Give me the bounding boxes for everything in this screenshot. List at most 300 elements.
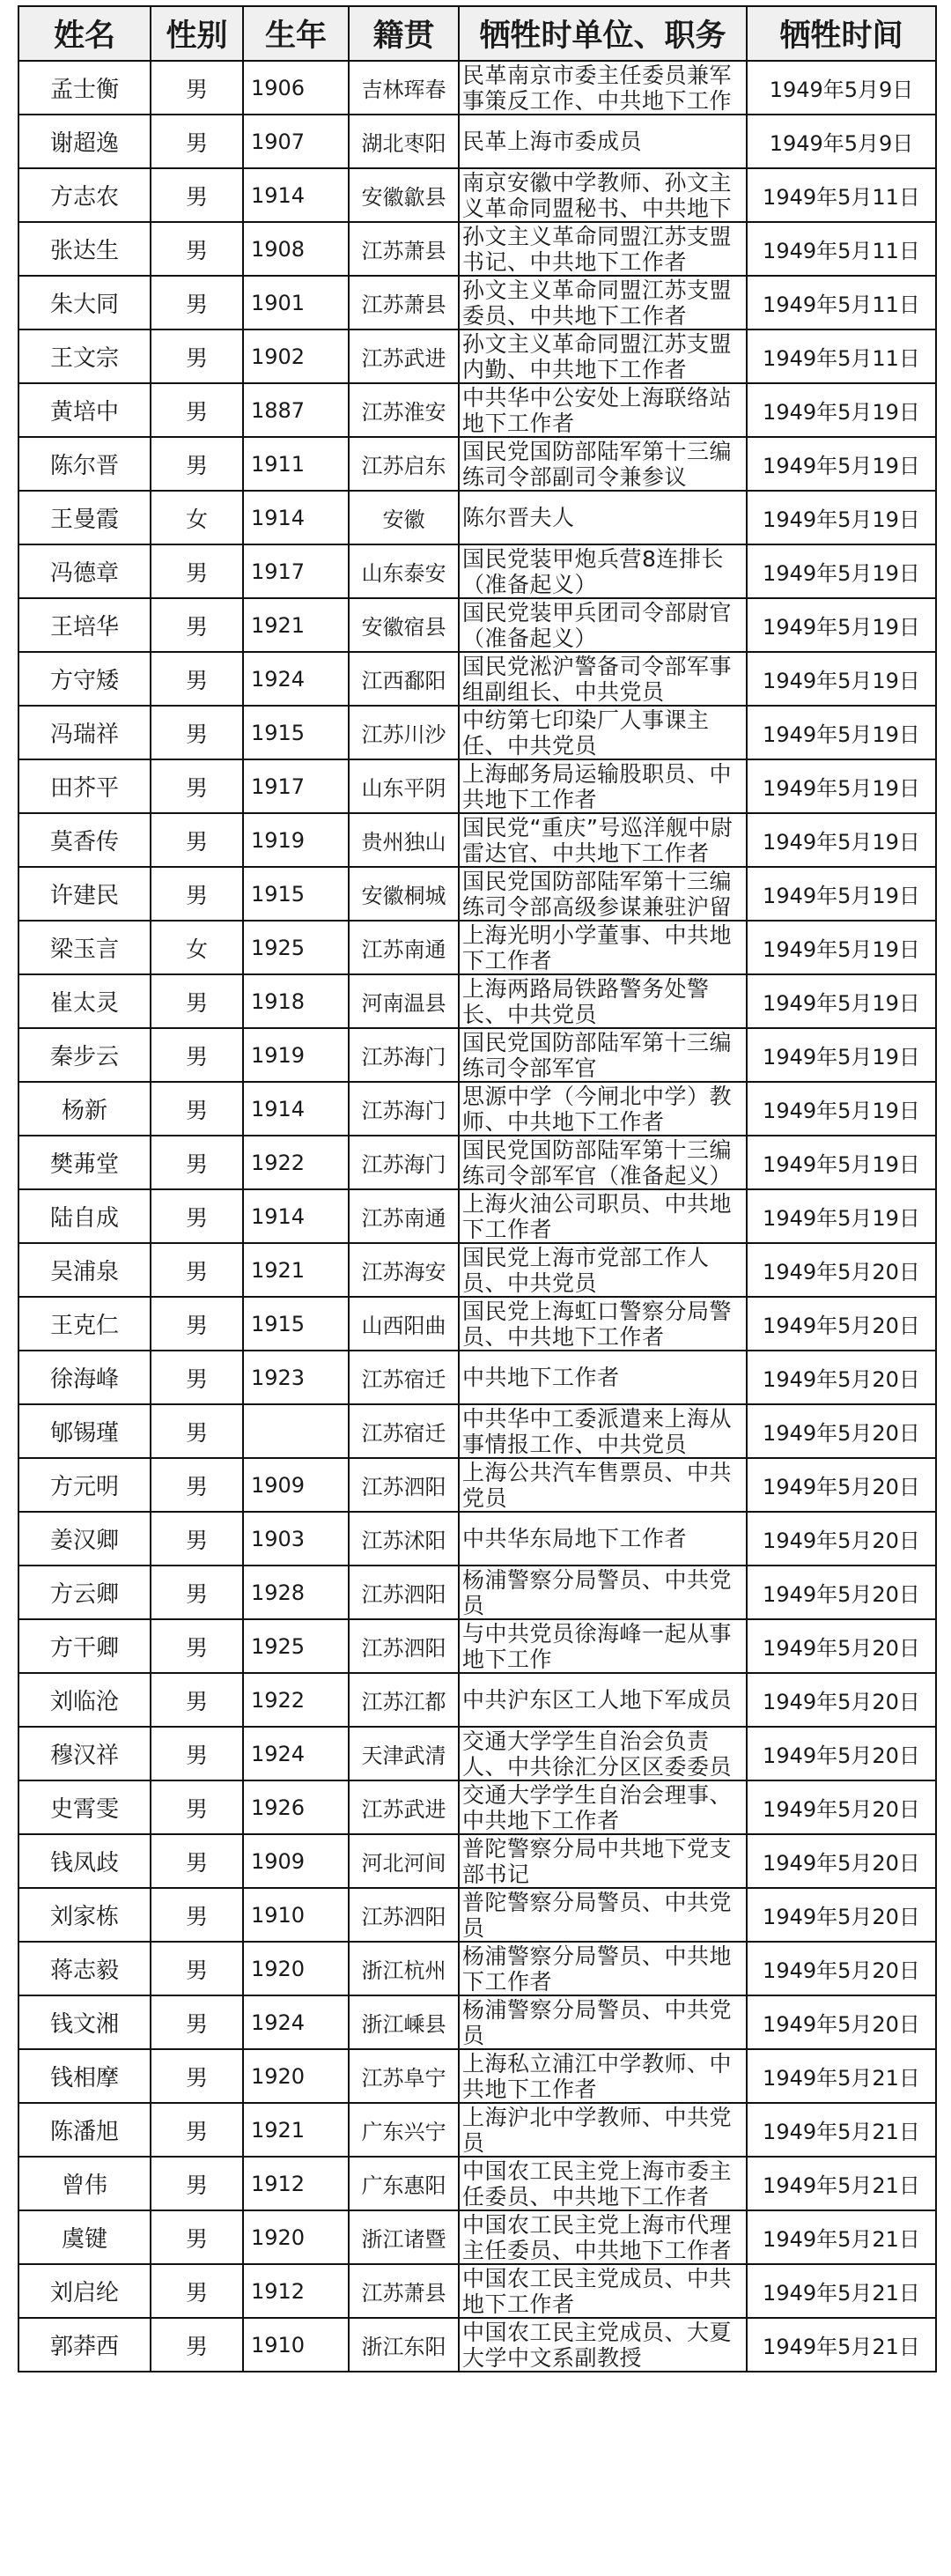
post-text: 中国农工民主党上海市委主任委员、中共地下工作者 xyxy=(462,2158,733,2210)
table-row xyxy=(18,61,936,115)
cell-origin: 浙江杭州 xyxy=(349,1942,459,1995)
cell-sex: 男 xyxy=(151,2157,243,2210)
cell-sex: 男 xyxy=(151,222,243,276)
cell-year: 1917 xyxy=(243,759,349,813)
cell-origin: 江苏海安 xyxy=(349,1243,459,1297)
cell-year: 1922 xyxy=(243,1673,349,1727)
cell-origin: 江苏宿迁 xyxy=(349,1351,459,1404)
cell-origin: 江苏萧县 xyxy=(349,2264,459,2318)
cell-date: 1949年5月9日 xyxy=(747,61,936,115)
cell-date: 1949年5月11日 xyxy=(747,168,936,222)
cell-origin: 安徽宿县 xyxy=(349,598,459,652)
post-text: 思源中学（今闸北中学）教师、中共地下工作者 xyxy=(462,1083,733,1135)
cell-name: 刘家栋 xyxy=(18,1888,151,1942)
table-row xyxy=(18,974,936,1028)
cell-origin: 天津武清 xyxy=(349,1727,459,1780)
cell-post xyxy=(459,1512,747,1566)
table-row xyxy=(18,1727,936,1780)
cell-date: 1949年5月20日 xyxy=(747,1888,936,1942)
cell-post xyxy=(459,974,747,1028)
post-text: 上海公共汽车售票员、中共党员 xyxy=(462,1459,733,1511)
post-text: 上海光明小学董事、中共地下工作者 xyxy=(462,922,733,973)
post-text: 中共沪东区工人地下军成员 xyxy=(462,1686,733,1713)
cell-origin: 江苏萧县 xyxy=(349,276,459,329)
cell-name: 方元明 xyxy=(18,1458,151,1512)
table-row xyxy=(18,1942,936,1995)
table-header xyxy=(18,6,936,61)
cell-year: 1907 xyxy=(243,115,349,168)
cell-name: 方守矮 xyxy=(18,652,151,706)
table-row xyxy=(18,1136,936,1189)
cell-year: 1922 xyxy=(243,1136,349,1189)
cell-name: 陈尔晋 xyxy=(18,437,151,491)
table-row xyxy=(18,1673,936,1727)
cell-name: 冯瑞祥 xyxy=(18,706,151,759)
cell-date: 1949年5月19日 xyxy=(747,437,936,491)
cell-sex: 男 xyxy=(151,1512,243,1566)
cell-name: 吴浦泉 xyxy=(18,1243,151,1297)
cell-date: 1949年5月21日 xyxy=(747,2264,936,2318)
post-text: 南京安徽中学教师、孙文主义革命同盟秘书、中共地下 xyxy=(462,169,733,221)
table-row xyxy=(18,1243,936,1297)
cell-origin: 浙江嵊县 xyxy=(349,1995,459,2049)
cell-post xyxy=(459,1942,747,1995)
header-post: 牺牲时单位、职务 xyxy=(459,6,747,61)
post-text: 国民党国防部陆军第十三编练司令部高级参谋兼驻沪留 xyxy=(462,868,733,920)
post-text: 国民党国防部陆军第十三编练司令部军官 xyxy=(462,1029,733,1081)
cell-year: 1915 xyxy=(243,706,349,759)
cell-origin: 河北河间 xyxy=(349,1834,459,1888)
cell-name: 蒋志毅 xyxy=(18,1942,151,1995)
cell-sex: 男 xyxy=(151,1404,243,1458)
cell-origin: 江苏泗阳 xyxy=(349,1619,459,1673)
cell-year: 1926 xyxy=(243,1780,349,1834)
cell-post xyxy=(459,437,747,491)
table-row xyxy=(18,759,936,813)
post-text: 杨浦警察分局警员、中共党员 xyxy=(462,1566,733,1618)
table-row xyxy=(18,437,936,491)
cell-year: 1919 xyxy=(243,813,349,867)
cell-name: 刘临沧 xyxy=(18,1673,151,1727)
post-text: 国民党国防部陆军第十三编练司令部军官（准备起义） xyxy=(462,1136,733,1188)
cell-year: 1919 xyxy=(243,1028,349,1082)
cell-name: 王文宗 xyxy=(18,329,151,383)
cell-origin: 河南温县 xyxy=(349,974,459,1028)
table-row xyxy=(18,168,936,222)
cell-post xyxy=(459,383,747,437)
cell-date: 1949年5月19日 xyxy=(747,1082,936,1136)
cell-date: 1949年5月20日 xyxy=(747,1780,936,1834)
cell-sex: 男 xyxy=(151,652,243,706)
table-row xyxy=(18,383,936,437)
cell-year: 1915 xyxy=(243,1297,349,1351)
cell-name: 樊茀堂 xyxy=(18,1136,151,1189)
cell-sex: 男 xyxy=(151,1243,243,1297)
cell-sex: 男 xyxy=(151,974,243,1028)
martyrs-table xyxy=(18,5,937,2372)
cell-sex: 男 xyxy=(151,1028,243,1082)
table-row xyxy=(18,1189,936,1243)
post-text: 国民党装甲炮兵营8连排长（准备起义） xyxy=(462,545,724,597)
cell-name: 刘启纶 xyxy=(18,2264,151,2318)
cell-origin: 广东惠阳 xyxy=(349,2157,459,2210)
table-row xyxy=(18,2264,936,2318)
post-text: 中国农工民主党成员、中共地下工作者 xyxy=(462,2265,733,2317)
cell-name: 杨新 xyxy=(18,1082,151,1136)
cell-date: 1949年5月19日 xyxy=(747,706,936,759)
cell-sex: 女 xyxy=(151,491,243,544)
cell-name: 王克仁 xyxy=(18,1297,151,1351)
cell-post xyxy=(459,2157,747,2210)
cell-origin: 湖北枣阳 xyxy=(349,115,459,168)
cell-year: 1912 xyxy=(243,2157,349,2210)
cell-date: 1949年5月19日 xyxy=(747,491,936,544)
post-text: 杨浦警察分局警员、中共地下工作者 xyxy=(462,1943,733,1995)
cell-name: 王培华 xyxy=(18,598,151,652)
table-row xyxy=(18,1297,936,1351)
cell-date: 1949年5月20日 xyxy=(747,1942,936,1995)
cell-sex: 男 xyxy=(151,867,243,921)
cell-post xyxy=(459,2264,747,2318)
cell-year: 1920 xyxy=(243,1942,349,1995)
cell-name: 曾伟 xyxy=(18,2157,151,2210)
table-row xyxy=(18,1888,936,1942)
post-text: 国民党淞沪警备司令部军事组副组长、中共党员 xyxy=(462,653,733,705)
cell-year: 1910 xyxy=(243,1888,349,1942)
post-text: 国民党上海市党部工作人员、中共党员 xyxy=(462,1244,710,1296)
cell-year: 1910 xyxy=(243,2318,349,2372)
martyrs-table-sheet xyxy=(18,5,935,2372)
cell-name: 钱相摩 xyxy=(18,2049,151,2103)
table-row xyxy=(18,1780,936,1834)
cell-date: 1949年5月20日 xyxy=(747,1243,936,1297)
cell-year: 1909 xyxy=(243,1458,349,1512)
cell-year: 1921 xyxy=(243,598,349,652)
cell-name: 方云卿 xyxy=(18,1566,151,1619)
cell-post xyxy=(459,598,747,652)
cell-year: 1918 xyxy=(243,974,349,1028)
cell-year: 1912 xyxy=(243,2264,349,2318)
table-row xyxy=(18,867,936,921)
cell-origin: 江苏南通 xyxy=(349,921,459,974)
header-date: 牺牲时间 xyxy=(747,6,936,61)
cell-date: 1949年5月20日 xyxy=(747,1351,936,1404)
cell-origin: 江苏泗阳 xyxy=(349,1458,459,1512)
cell-sex: 男 xyxy=(151,759,243,813)
table-row xyxy=(18,115,936,168)
cell-post xyxy=(459,276,747,329)
post-text: 中国农工民主党上海市代理主任委员、中共地下工作者 xyxy=(462,2211,733,2263)
post-text: 上海私立浦江中学教师、中共地下工作者 xyxy=(462,2050,733,2102)
cell-origin: 江苏泗阳 xyxy=(349,1566,459,1619)
cell-year: 1925 xyxy=(243,1619,349,1673)
cell-sex: 男 xyxy=(151,383,243,437)
cell-post xyxy=(459,759,747,813)
cell-year: 1909 xyxy=(243,1834,349,1888)
cell-name: 梁玉言 xyxy=(18,921,151,974)
cell-name: 郇锡瑾 xyxy=(18,1404,151,1458)
table-row xyxy=(18,329,936,383)
cell-sex: 男 xyxy=(151,437,243,491)
table-row xyxy=(18,813,936,867)
cell-name: 穆汉祥 xyxy=(18,1727,151,1780)
cell-sex: 男 xyxy=(151,1458,243,1512)
cell-post xyxy=(459,2318,747,2372)
cell-name: 姜汉卿 xyxy=(18,1512,151,1566)
cell-sex: 男 xyxy=(151,2049,243,2103)
cell-year: 1924 xyxy=(243,652,349,706)
cell-name: 王曼霞 xyxy=(18,491,151,544)
cell-post xyxy=(459,813,747,867)
cell-origin: 浙江诸暨 xyxy=(349,2210,459,2264)
cell-year xyxy=(243,1404,349,1458)
header-row xyxy=(18,6,936,61)
cell-sex: 男 xyxy=(151,1297,243,1351)
cell-year: 1923 xyxy=(243,1351,349,1404)
table-row xyxy=(18,2318,936,2372)
cell-post xyxy=(459,1834,747,1888)
cell-post xyxy=(459,1566,747,1619)
cell-sex: 男 xyxy=(151,329,243,383)
cell-year: 1914 xyxy=(243,491,349,544)
cell-sex: 女 xyxy=(151,921,243,974)
cell-sex: 男 xyxy=(151,2264,243,2318)
cell-post xyxy=(459,1297,747,1351)
header-year: 生年 xyxy=(243,6,349,61)
cell-post xyxy=(459,1082,747,1136)
cell-date: 1949年5月21日 xyxy=(747,2210,936,2264)
cell-sex: 男 xyxy=(151,115,243,168)
cell-post xyxy=(459,921,747,974)
cell-name: 莫香传 xyxy=(18,813,151,867)
post-text: 国民党国防部陆军第十三编练司令部副司令兼参议 xyxy=(462,438,733,490)
cell-origin: 江苏泗阳 xyxy=(349,1888,459,1942)
cell-origin: 江苏宿迁 xyxy=(349,1404,459,1458)
post-text: 民革南京市委主任委员兼军事策反工作、中共地下工作 xyxy=(462,62,733,114)
post-text: 上海邮务局运输股职员、中共地下工作者 xyxy=(462,760,733,812)
cell-date: 1949年5月11日 xyxy=(747,329,936,383)
cell-name: 方干卿 xyxy=(18,1619,151,1673)
post-text: 中共华东局地下工作者 xyxy=(462,1525,688,1551)
header-sex: 性别 xyxy=(151,6,243,61)
cell-post xyxy=(459,1673,747,1727)
cell-sex: 男 xyxy=(151,61,243,115)
cell-origin: 广东兴宁 xyxy=(349,2103,459,2157)
cell-post xyxy=(459,706,747,759)
cell-post xyxy=(459,2049,747,2103)
cell-post xyxy=(459,652,747,706)
table-row xyxy=(18,1028,936,1082)
cell-sex: 男 xyxy=(151,1942,243,1995)
cell-post xyxy=(459,222,747,276)
post-text: 民革上海市委成员 xyxy=(462,128,643,154)
cell-year: 1908 xyxy=(243,222,349,276)
cell-date: 1949年5月20日 xyxy=(747,1458,936,1512)
cell-date: 1949年5月21日 xyxy=(747,2049,936,2103)
table-row xyxy=(18,598,936,652)
header-origin: 籍贯 xyxy=(349,6,459,61)
cell-origin: 山东泰安 xyxy=(349,544,459,598)
cell-sex: 男 xyxy=(151,706,243,759)
cell-post xyxy=(459,867,747,921)
table-row xyxy=(18,544,936,598)
cell-origin: 安徽歙县 xyxy=(349,168,459,222)
table-row xyxy=(18,222,936,276)
cell-sex: 男 xyxy=(151,813,243,867)
cell-sex: 男 xyxy=(151,1780,243,1834)
cell-post xyxy=(459,1995,747,2049)
cell-date: 1949年5月11日 xyxy=(747,222,936,276)
cell-date: 1949年5月19日 xyxy=(747,867,936,921)
cell-post xyxy=(459,544,747,598)
cell-origin: 贵州独山 xyxy=(349,813,459,867)
cell-post xyxy=(459,61,747,115)
post-text: 上海两路局铁路警务处警长、中共党员 xyxy=(462,975,710,1027)
cell-date: 1949年5月20日 xyxy=(747,1297,936,1351)
cell-name: 孟士衡 xyxy=(18,61,151,115)
cell-sex: 男 xyxy=(151,2318,243,2372)
cell-date: 1949年5月20日 xyxy=(747,1995,936,2049)
cell-name: 钱凤歧 xyxy=(18,1834,151,1888)
cell-origin: 江苏海门 xyxy=(349,1028,459,1082)
header-name: 姓名 xyxy=(18,6,151,61)
post-text: 孙文主义革命同盟江苏支盟委员、中共地下工作者 xyxy=(462,277,733,329)
cell-year: 1914 xyxy=(243,168,349,222)
cell-post xyxy=(459,329,747,383)
cell-date: 1949年5月19日 xyxy=(747,652,936,706)
cell-post xyxy=(459,168,747,222)
post-text: 交通大学学生自治会负责人、中共徐汇分区区委委员 xyxy=(462,1728,733,1780)
cell-name: 秦步云 xyxy=(18,1028,151,1082)
cell-post xyxy=(459,1888,747,1942)
post-text: 国民党“重庆”号巡洋舰中尉雷达官、中共地下工作者 xyxy=(462,814,734,866)
cell-origin: 安徽 xyxy=(349,491,459,544)
table-row xyxy=(18,1082,936,1136)
cell-origin: 江苏萧县 xyxy=(349,222,459,276)
cell-name: 朱大同 xyxy=(18,276,151,329)
cell-name: 黄培中 xyxy=(18,383,151,437)
table-row xyxy=(18,1404,936,1458)
cell-sex: 男 xyxy=(151,1619,243,1673)
cell-sex: 男 xyxy=(151,1082,243,1136)
cell-year: 1925 xyxy=(243,921,349,974)
post-text: 中共华中工委派遣来上海从事情报工作、中共党员 xyxy=(462,1405,733,1457)
table-row xyxy=(18,652,936,706)
cell-date: 1949年5月20日 xyxy=(747,1512,936,1566)
table-row xyxy=(18,1512,936,1566)
cell-date: 1949年5月19日 xyxy=(747,759,936,813)
cell-year: 1928 xyxy=(243,1566,349,1619)
table-row xyxy=(18,706,936,759)
table-row xyxy=(18,1834,936,1888)
cell-origin: 江苏阜宁 xyxy=(349,2049,459,2103)
cell-year: 1920 xyxy=(243,2049,349,2103)
table-row xyxy=(18,1995,936,2049)
cell-date: 1949年5月11日 xyxy=(747,276,936,329)
cell-origin: 浙江东阳 xyxy=(349,2318,459,2372)
cell-year: 1914 xyxy=(243,1189,349,1243)
cell-origin: 江西鄱阳 xyxy=(349,652,459,706)
post-text: 国民党上海虹口警察分局警员、中共地下工作者 xyxy=(462,1298,733,1350)
cell-sex: 男 xyxy=(151,1189,243,1243)
cell-date: 1949年5月20日 xyxy=(747,1404,936,1458)
cell-origin: 江苏武进 xyxy=(349,1780,459,1834)
cell-date: 1949年5月19日 xyxy=(747,544,936,598)
post-text: 国民党装甲兵团司令部尉官（准备起义） xyxy=(462,599,733,651)
cell-year: 1902 xyxy=(243,329,349,383)
table-row xyxy=(18,276,936,329)
cell-date: 1949年5月19日 xyxy=(747,813,936,867)
post-text: 与中共党员徐海峰一起从事地下工作 xyxy=(462,1620,733,1672)
cell-name: 田芥平 xyxy=(18,759,151,813)
table-row xyxy=(18,2103,936,2157)
cell-sex: 男 xyxy=(151,1888,243,1942)
cell-sex: 男 xyxy=(151,2210,243,2264)
cell-post xyxy=(459,1189,747,1243)
post-text: 杨浦警察分局警员、中共党员 xyxy=(462,1996,733,2048)
cell-date: 1949年5月19日 xyxy=(747,1136,936,1189)
cell-date: 1949年5月20日 xyxy=(747,1727,936,1780)
cell-name: 张达生 xyxy=(18,222,151,276)
table-row xyxy=(18,1458,936,1512)
cell-date: 1949年5月21日 xyxy=(747,2318,936,2372)
post-text: 交通大学学生自治会理事、中共地下工作者 xyxy=(462,1781,733,1833)
cell-date: 1949年5月19日 xyxy=(747,383,936,437)
cell-sex: 男 xyxy=(151,1834,243,1888)
cell-post xyxy=(459,1136,747,1189)
table-row xyxy=(18,1351,936,1404)
table-row xyxy=(18,1566,936,1619)
cell-origin: 山西阳曲 xyxy=(349,1297,459,1351)
table-row xyxy=(18,1619,936,1673)
cell-year: 1924 xyxy=(243,1727,349,1780)
cell-year: 1887 xyxy=(243,383,349,437)
cell-sex: 男 xyxy=(151,1995,243,2049)
cell-year: 1924 xyxy=(243,1995,349,2049)
cell-origin: 江苏南通 xyxy=(349,1189,459,1243)
cell-date: 1949年5月21日 xyxy=(747,2103,936,2157)
cell-sex: 男 xyxy=(151,276,243,329)
cell-name: 崔太灵 xyxy=(18,974,151,1028)
post-text: 普陀警察分局警员、中共党员 xyxy=(462,1889,733,1941)
cell-origin: 吉林珲春 xyxy=(349,61,459,115)
table-row xyxy=(18,491,936,544)
cell-date: 1949年5月20日 xyxy=(747,1673,936,1727)
cell-post xyxy=(459,115,747,168)
cell-year: 1903 xyxy=(243,1512,349,1566)
table-row xyxy=(18,2157,936,2210)
cell-name: 郭莽西 xyxy=(18,2318,151,2372)
cell-sex: 男 xyxy=(151,598,243,652)
cell-name: 徐海峰 xyxy=(18,1351,151,1404)
table-row xyxy=(18,2210,936,2264)
cell-date: 1949年5月19日 xyxy=(747,921,936,974)
post-text: 孙文主义革命同盟江苏支盟内勤、中共地下工作者 xyxy=(462,330,733,382)
cell-origin: 山东平阴 xyxy=(349,759,459,813)
post-text: 上海沪北中学教师、中共党员 xyxy=(462,2104,733,2156)
cell-year: 1915 xyxy=(243,867,349,921)
cell-date: 1949年5月9日 xyxy=(747,115,936,168)
cell-name: 陈潘旭 xyxy=(18,2103,151,2157)
post-text: 孙文主义革命同盟江苏支盟书记、中共地下工作者 xyxy=(462,223,733,275)
cell-date: 1949年5月20日 xyxy=(747,1566,936,1619)
cell-post xyxy=(459,1243,747,1297)
cell-year: 1906 xyxy=(243,61,349,115)
cell-sex: 男 xyxy=(151,1727,243,1780)
cell-date: 1949年5月21日 xyxy=(747,2157,936,2210)
table-row xyxy=(18,921,936,974)
cell-origin: 江苏启东 xyxy=(349,437,459,491)
